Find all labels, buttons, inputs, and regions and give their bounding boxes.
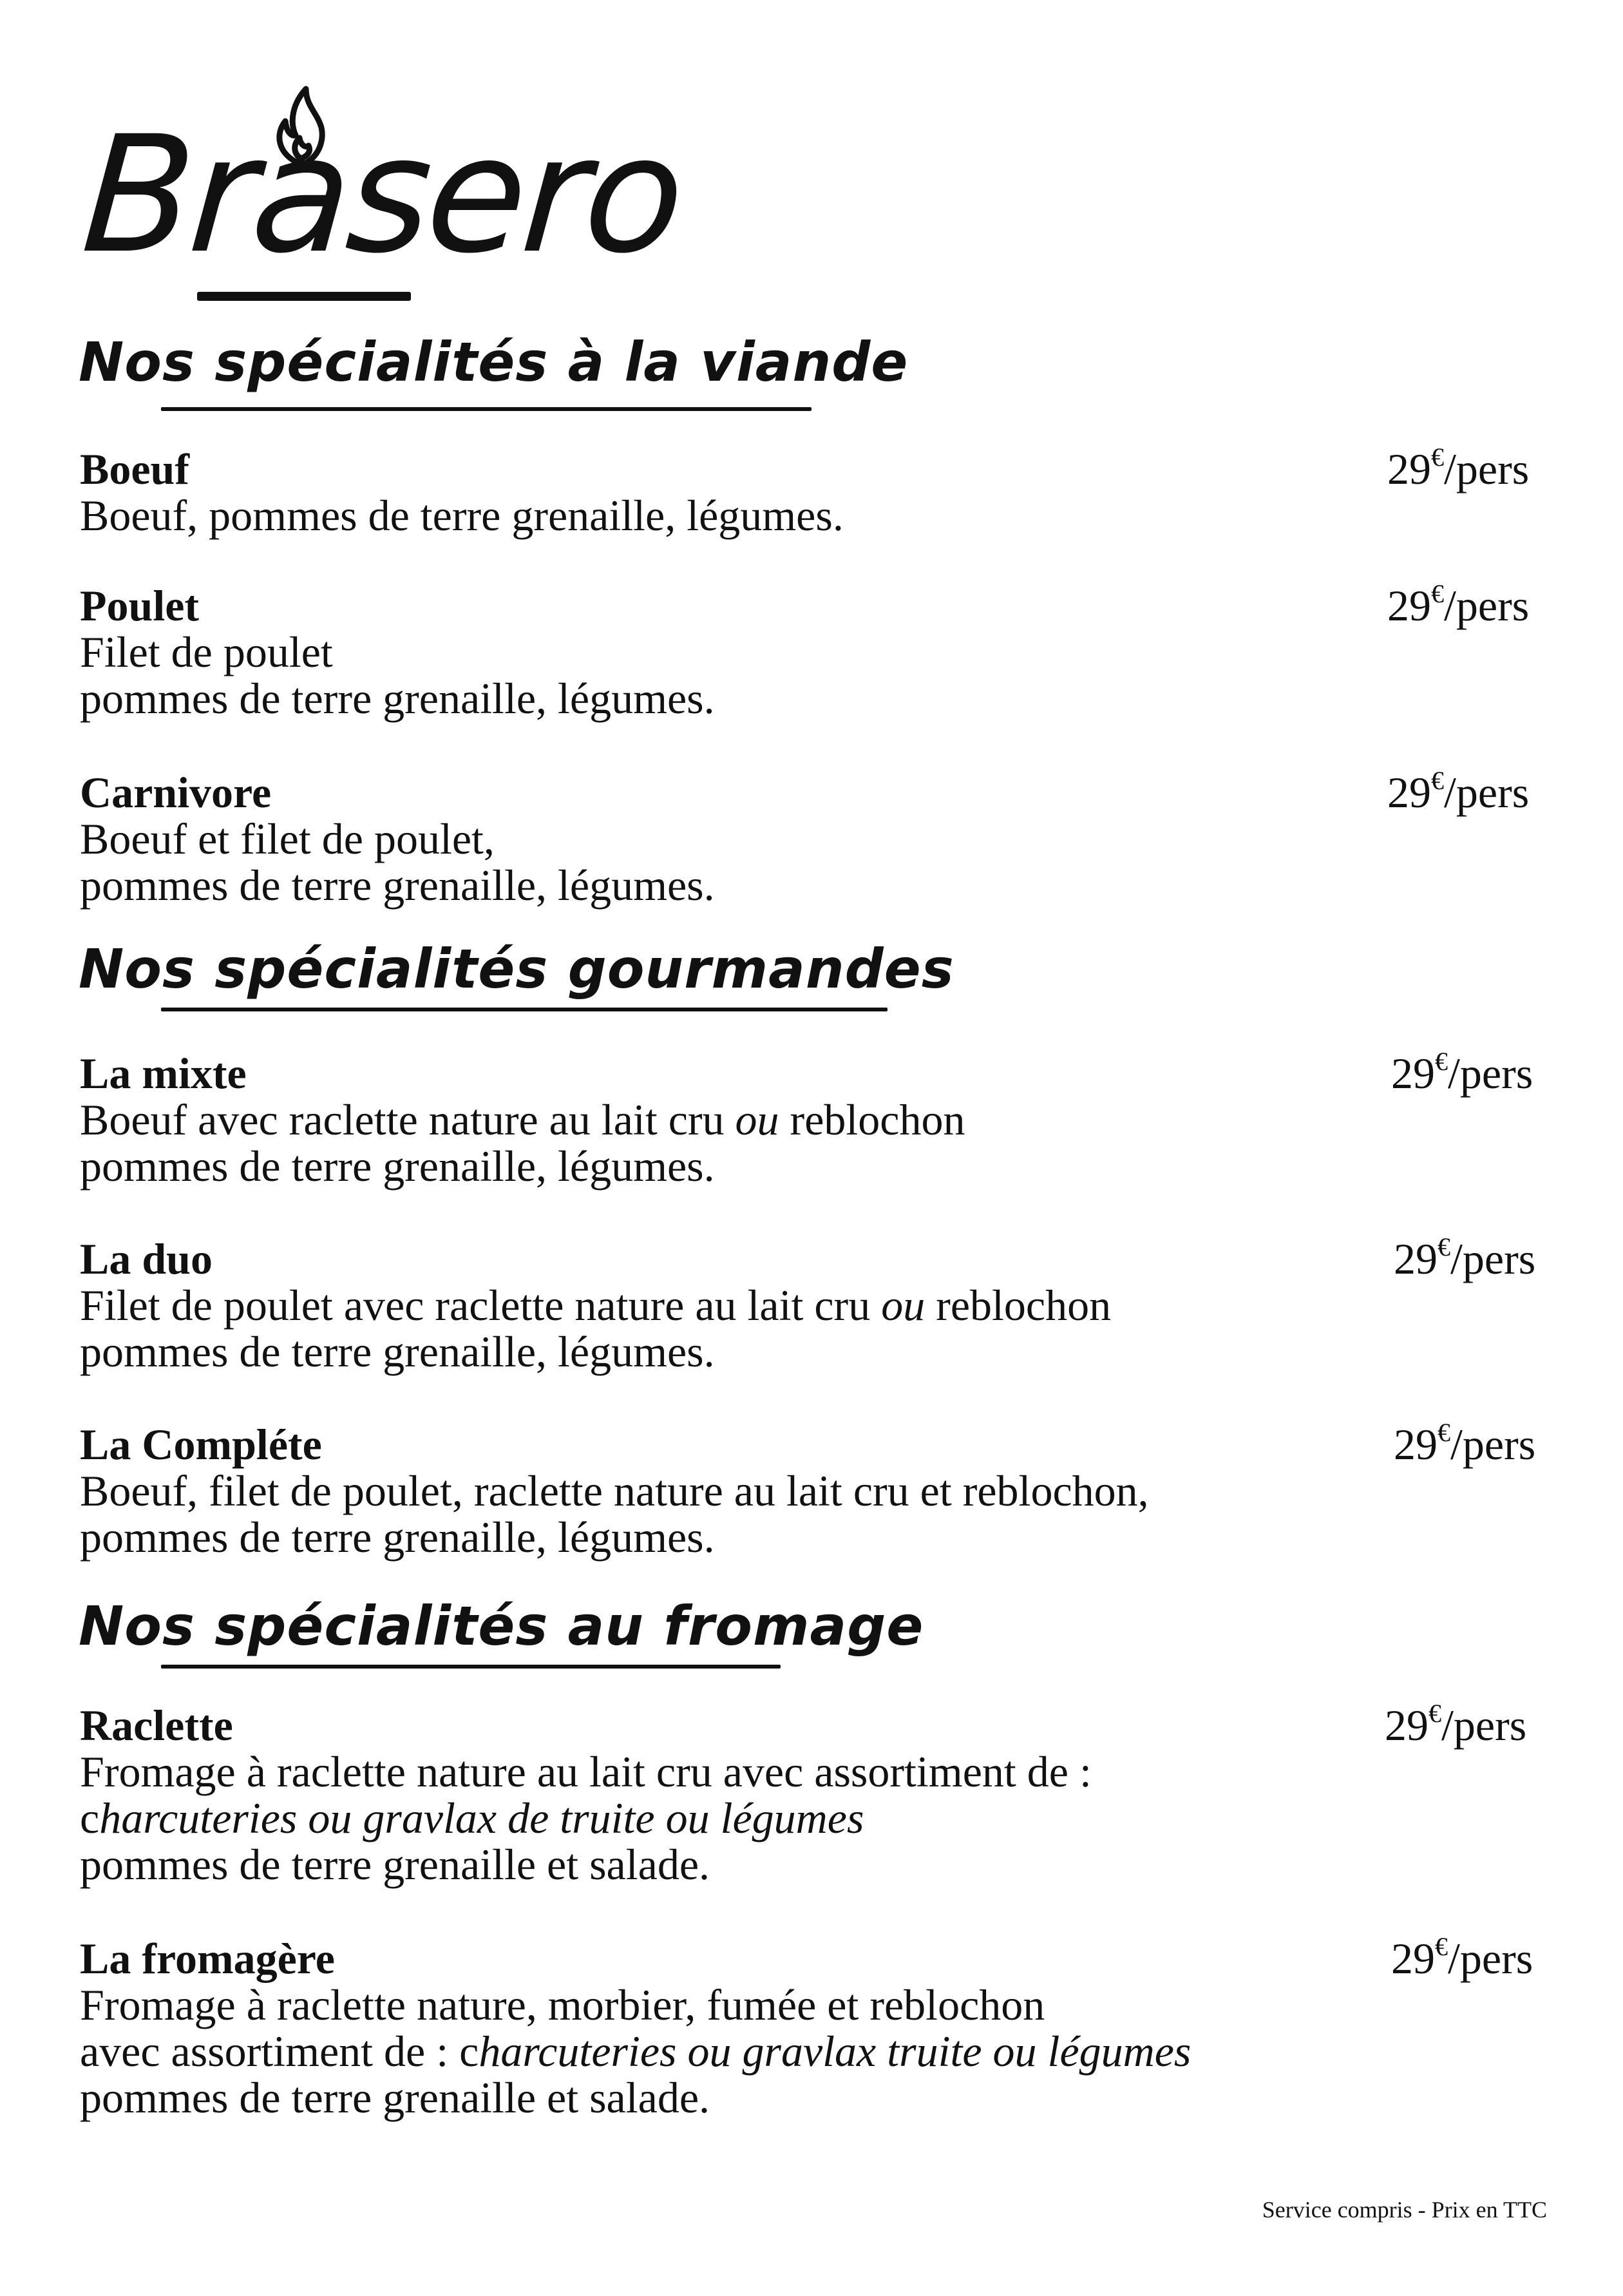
item-name: La mixte: [80, 1049, 247, 1098]
item-price: 29€/pers: [1394, 1418, 1536, 1469]
item-description: pommes de terre grenaille et salade.: [80, 2073, 710, 2122]
item-description: pommes de terre grenaille et salade.: [80, 1840, 710, 1889]
item-price: 29€/pers: [1387, 579, 1530, 630]
item-description: Boeuf, pommes de terre grenaille, légumes.: [80, 491, 844, 540]
section-title-fromage: Nos spécialités au fromage: [79, 1594, 924, 1658]
item-description: charcuteries ou gravlax de truite ou légumes: [80, 1794, 864, 1842]
footer-note: Service compris - Prix en TTC: [1262, 2197, 1547, 2223]
item-price: 29€/pers: [1394, 1232, 1536, 1283]
item-name: Raclette: [80, 1701, 233, 1750]
item-description: pommes de terre grenaille, légumes.: [80, 861, 715, 910]
menu-item-poulet: [80, 579, 1561, 723]
item-name: La Compléte: [80, 1420, 322, 1469]
logo-underline: [197, 292, 411, 301]
menu-item-la-complete: [80, 1418, 1561, 1562]
section-title-viande: Nos spécialités à la viande: [79, 330, 909, 394]
logo-wordmark: Brasero: [77, 101, 687, 289]
item-name: Boeuf: [80, 445, 189, 493]
item-description: avec assortiment de : charcuteries ou gravlax truite ou légumes: [80, 2027, 1191, 2076]
item-description: Boeuf, filet de poulet, raclette nature au lait cru et reblochon,: [80, 1466, 1149, 1515]
brasero-logo: [76, 76, 687, 308]
section-underline: [161, 407, 812, 411]
item-description: Filet de poulet: [80, 627, 333, 676]
item-description: Fromage à raclette nature au lait cru avec assortiment de :: [80, 1747, 1092, 1796]
menu-item-raclette: [80, 1699, 1561, 1889]
item-price: 29€/pers: [1391, 1932, 1533, 1983]
menu-item-carnivore: [80, 766, 1561, 910]
item-name: La fromagère: [80, 1934, 335, 1983]
item-description: Boeuf avec raclette nature au lait cru ou reblochon: [80, 1095, 965, 1144]
item-price: 29€/pers: [1387, 443, 1530, 493]
item-description: Fromage à raclette nature, morbier, fumée et reblochon: [80, 1980, 1045, 2029]
menu-item-la-duo: [80, 1232, 1561, 1376]
menu-item-boeuf: [80, 443, 1561, 540]
section-underline: [161, 1008, 887, 1011]
item-price: 29€/pers: [1385, 1699, 1527, 1750]
item-description: pommes de terre grenaille, légumes.: [80, 674, 715, 723]
item-description: pommes de terre grenaille, légumes.: [80, 1142, 715, 1191]
item-description: Filet de poulet avec raclette nature au lait cru ou reblochon: [80, 1281, 1112, 1330]
item-name: Carnivore: [80, 768, 272, 817]
item-name: Poulet: [80, 581, 200, 630]
item-name: La duo: [80, 1234, 213, 1283]
item-description: pommes de terre grenaille, légumes.: [80, 1513, 715, 1562]
item-description: pommes de terre grenaille, légumes.: [80, 1327, 715, 1376]
menu-item-la-mixte: [80, 1047, 1561, 1191]
menu-item-la-fromagere: [80, 1932, 1561, 2122]
item-description: Boeuf et filet de poulet,: [80, 814, 495, 863]
item-price: 29€/pers: [1391, 1047, 1533, 1098]
section-underline: [161, 1665, 781, 1669]
item-price: 29€/pers: [1387, 766, 1530, 817]
section-title-gourmandes: Nos spécialités gourmandes: [79, 937, 954, 1000]
